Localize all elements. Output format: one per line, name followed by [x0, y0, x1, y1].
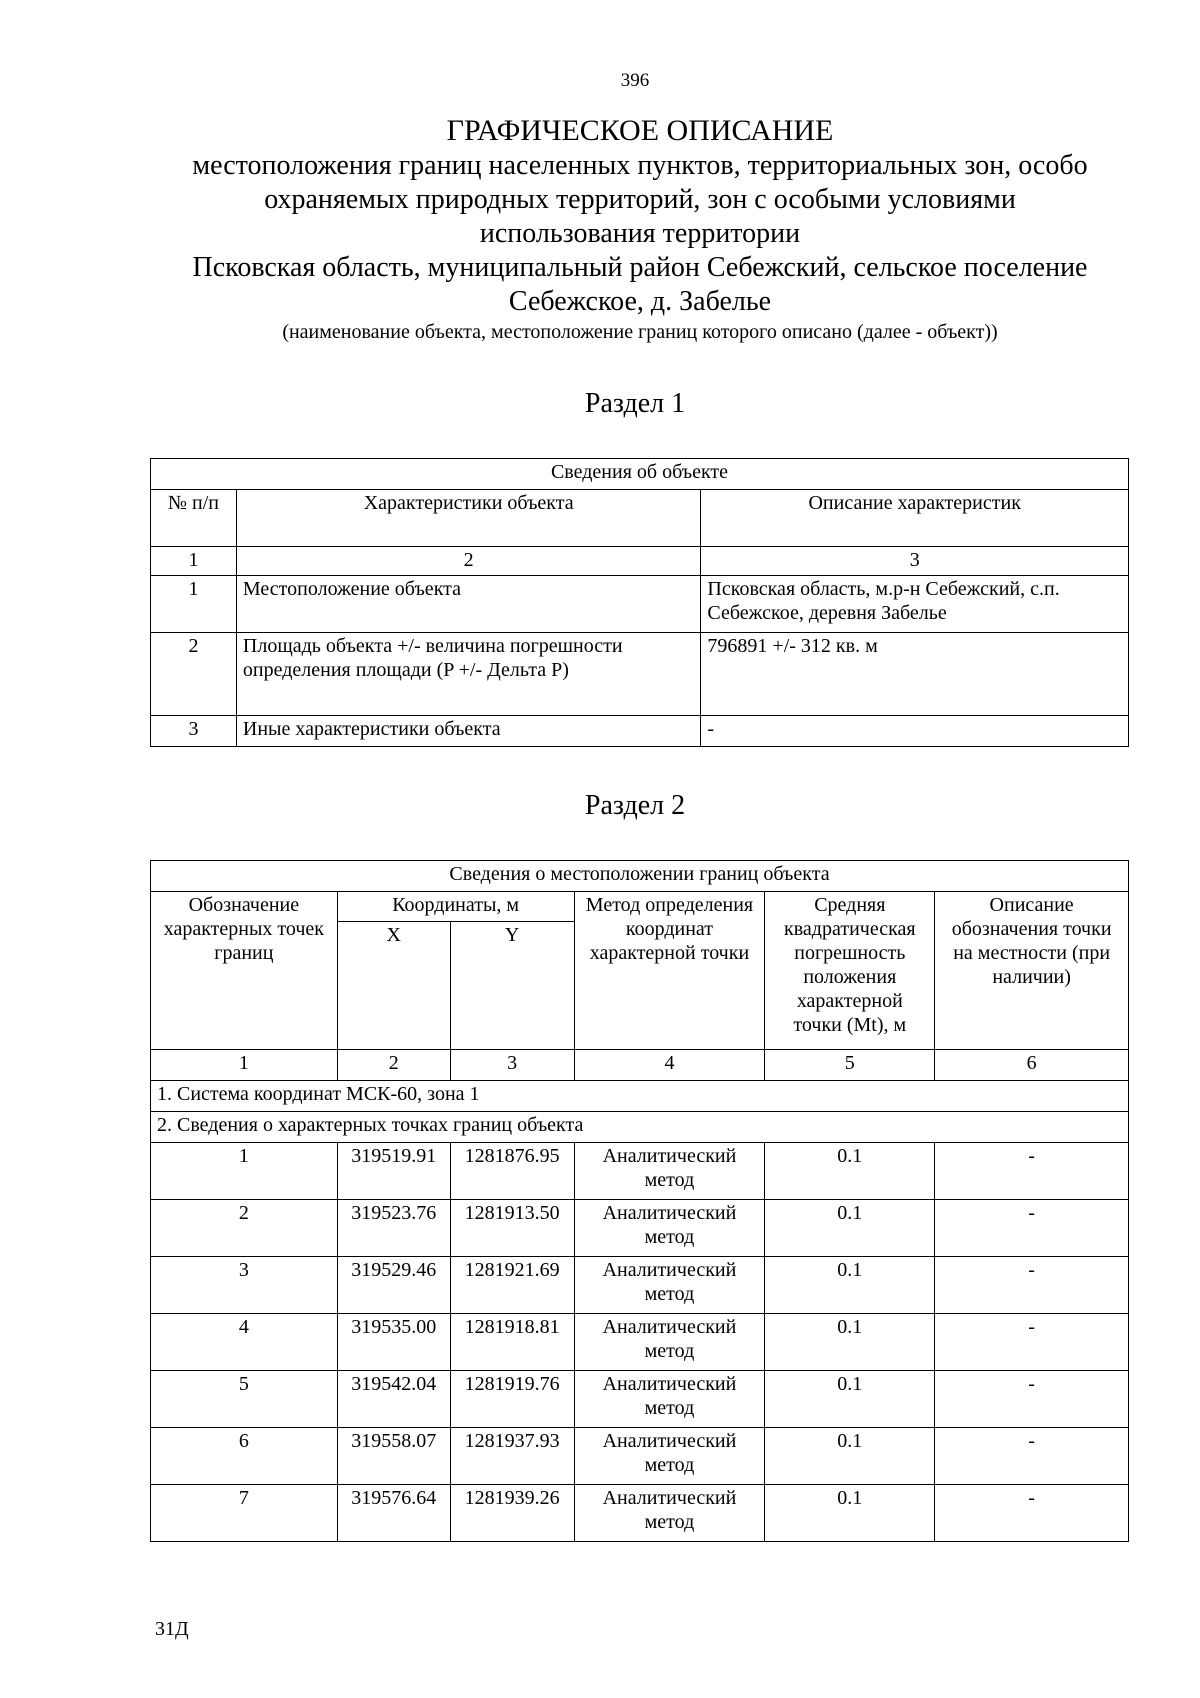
- error-mt: 0.1: [765, 1428, 935, 1485]
- object-info-table: [150, 458, 1129, 747]
- document-title: ГРАФИЧЕСКОЕ ОПИСАНИЕ: [446, 114, 834, 147]
- row-desc: Псковская область, м.р-н Себежский, с.п. Себежское, деревня Забелье: [701, 576, 1129, 633]
- table-row: [151, 633, 1129, 716]
- row-desc: -: [701, 716, 1129, 747]
- col-number: 2: [337, 1050, 450, 1081]
- error-mt: 0.1: [765, 1257, 935, 1314]
- table-row: [151, 1257, 1129, 1314]
- row-name: Иные характеристики объекта: [236, 716, 701, 747]
- point-number: 6: [151, 1428, 338, 1485]
- coord-x: 319529.46: [337, 1257, 450, 1314]
- point-number: 1: [151, 1143, 338, 1200]
- header-coords: Координаты, м: [337, 892, 574, 922]
- col-number: 1: [151, 1050, 338, 1081]
- coordinate-system-row: 1. Система координат МСК-60, зона 1: [151, 1081, 1129, 1112]
- row-desc: 796891 +/- 312 кв. м: [701, 633, 1129, 716]
- row-number: 3: [151, 716, 237, 747]
- table-title: Сведения об объекте: [151, 459, 1129, 490]
- method: Аналитический метод: [574, 1257, 765, 1314]
- point-number: 3: [151, 1257, 338, 1314]
- subtitle-line: охраняемых природных территорий, зон с особыми условиями: [264, 184, 1016, 215]
- row-name: Местоположение объекта: [236, 576, 701, 633]
- subtitle-line: использования территории: [479, 218, 801, 249]
- point-description: -: [935, 1200, 1129, 1257]
- table-row: [151, 1485, 1129, 1542]
- coord-x: 319542.04: [337, 1371, 450, 1428]
- error-mt: 0.1: [765, 1200, 935, 1257]
- method: Аналитический метод: [574, 1485, 765, 1542]
- header-description: Описание характеристик: [701, 490, 1129, 547]
- coord-y: 1281919.76: [450, 1371, 574, 1428]
- coord-y: 1281939.26: [450, 1485, 574, 1542]
- error-mt: 0.1: [765, 1371, 935, 1428]
- point-description: -: [935, 1485, 1129, 1542]
- boundary-points-table: [150, 860, 1129, 1542]
- coord-y: 1281937.93: [450, 1428, 574, 1485]
- section1-title: Раздел 1: [584, 388, 686, 419]
- point-description: -: [935, 1428, 1129, 1485]
- coord-y: 1281876.95: [450, 1143, 574, 1200]
- point-description: -: [935, 1371, 1129, 1428]
- row-name: Площадь объекта +/- величина погрешности определения площади (P +/- Дельта P): [236, 633, 701, 716]
- col-number: 2: [236, 547, 701, 576]
- error-mt: 0.1: [765, 1485, 935, 1542]
- header-characteristics: Характеристики объекта: [236, 490, 701, 547]
- header-number: № п/п: [151, 490, 237, 547]
- method: Аналитический метод: [574, 1314, 765, 1371]
- footer-code: 31Д: [155, 1618, 189, 1640]
- table-row: [151, 716, 1129, 747]
- object-caption: (наименование объекта, местоположение границ которого описано (далее - объект)): [282, 321, 998, 343]
- coord-x: 319523.76: [337, 1200, 450, 1257]
- coord-x: 319519.91: [337, 1143, 450, 1200]
- table-row: [151, 1428, 1129, 1485]
- point-number: 4: [151, 1314, 338, 1371]
- document-header: [140, 112, 1140, 345]
- point-number: 5: [151, 1371, 338, 1428]
- table-row: [151, 1314, 1129, 1371]
- coord-x: 319576.64: [337, 1485, 450, 1542]
- coord-x: 319535.00: [337, 1314, 450, 1371]
- error-mt: 0.1: [765, 1314, 935, 1371]
- table-title: Сведения о местоположении границ объекта: [151, 861, 1129, 892]
- header-error: Средняя квадратическая погрешность положения характерной точки (Mt), м: [765, 892, 935, 1050]
- col-number: 1: [151, 547, 237, 576]
- section2-title: Раздел 2: [584, 790, 686, 821]
- coord-x: 319558.07: [337, 1428, 450, 1485]
- point-number: 2: [151, 1200, 338, 1257]
- table-row: [151, 1143, 1129, 1200]
- col-number: 5: [765, 1050, 935, 1081]
- point-number: 7: [151, 1485, 338, 1542]
- points-header-row: 2. Сведения о характерных точках границ объекта: [151, 1112, 1129, 1143]
- method: Аналитический метод: [574, 1143, 765, 1200]
- method: Аналитический метод: [574, 1428, 765, 1485]
- table-row: [151, 576, 1129, 633]
- header-y: Y: [450, 922, 574, 1050]
- coord-y: 1281918.81: [450, 1314, 574, 1371]
- object-line: Псковская область, муниципальный район Себежский, сельское поселение: [192, 252, 1088, 283]
- header-method: Метод определения координат характерной точки: [574, 892, 765, 1050]
- header-x: X: [337, 922, 450, 1050]
- page-number: 396: [620, 70, 650, 91]
- header-point: Обозначение характерных точек границ: [151, 892, 338, 1050]
- header-desc: Описание обозначения точки на местности (при наличии): [935, 892, 1129, 1050]
- error-mt: 0.1: [765, 1143, 935, 1200]
- col-number: 3: [701, 547, 1129, 576]
- method: Аналитический метод: [574, 1371, 765, 1428]
- col-number: 4: [574, 1050, 765, 1081]
- coord-y: 1281913.50: [450, 1200, 574, 1257]
- table-row: [151, 1200, 1129, 1257]
- subtitle-line: местоположения границ населенных пунктов, территориальных зон, особо: [192, 150, 1088, 181]
- coord-y: 1281921.69: [450, 1257, 574, 1314]
- col-number: 3: [450, 1050, 574, 1081]
- point-description: -: [935, 1257, 1129, 1314]
- point-description: -: [935, 1143, 1129, 1200]
- row-number: 1: [151, 576, 237, 633]
- col-number: 6: [935, 1050, 1129, 1081]
- row-number: 2: [151, 633, 237, 716]
- table-row: [151, 1371, 1129, 1428]
- method: Аналитический метод: [574, 1200, 765, 1257]
- point-description: -: [935, 1314, 1129, 1371]
- object-line: Себежское, д. Забелье: [508, 286, 772, 317]
